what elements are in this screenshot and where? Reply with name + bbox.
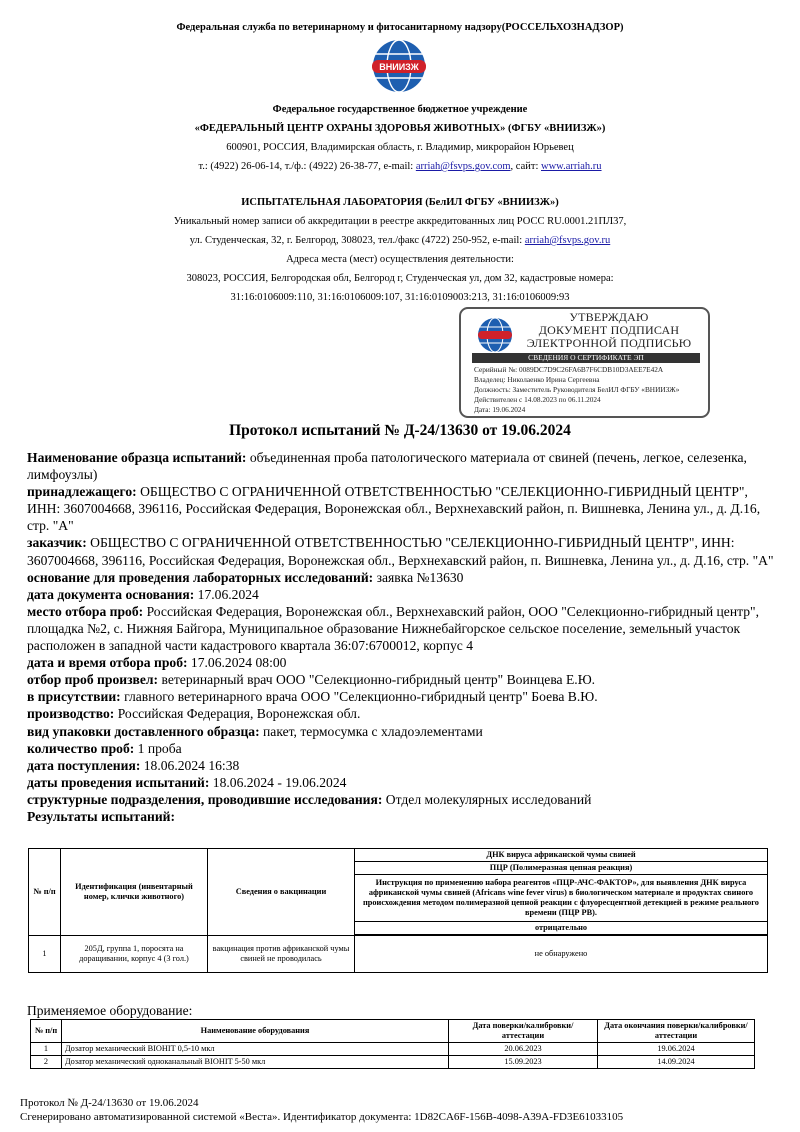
equip-no: 2 xyxy=(31,1056,62,1069)
org-block xyxy=(0,100,800,176)
field-label: в присутствии: xyxy=(27,689,121,705)
row-id: 205Д, группа 1, поросята на доращивании, корпус 4 (3 гол.) xyxy=(61,936,208,973)
field-label: Наименование образца испытаний: xyxy=(27,450,247,465)
equipment-label: Применяемое оборудование: xyxy=(27,1003,193,1018)
field-value: объединенная проба патологического материала от свиней (печень, легкое, селезенка, лимфоузлы) xyxy=(27,450,747,483)
stamp-title-line3: ЭЛЕКТРОННОЙ ПОДПИСЬЮ xyxy=(526,336,692,350)
method-cell: ПЦР (Полимеразная цепная реакция) xyxy=(355,862,768,875)
row-vacc: вакцинация против африканской чумы свиней не проводилась xyxy=(208,936,355,973)
field-results-heading xyxy=(27,808,775,825)
field-value: пакет, термосумка с хладоэлементами xyxy=(259,723,483,739)
field-received xyxy=(27,757,775,774)
field-value: 18.06.2024 - 19.06.2024 xyxy=(209,774,347,790)
field-label: Результаты испытаний: xyxy=(27,808,176,824)
logo-text: ВНИИЗЖ xyxy=(379,62,419,72)
field-value: 17.06.2024 08:00 xyxy=(187,655,287,671)
lab-places-line1: 308023, РОССИЯ, Белгородская обл, Белгород г, Студенческая ул, дом 32, кадастровые номера: xyxy=(186,273,614,284)
field-in-presence xyxy=(27,688,775,705)
stamp-valid: Действителен с 14.08.2023 по 06.11.2024 xyxy=(474,395,601,404)
field-label: производство: xyxy=(27,706,115,722)
field-test-dates xyxy=(27,774,775,791)
field-label: отбор проб произвел: xyxy=(27,672,159,688)
table-row xyxy=(29,936,768,973)
stamp-logo xyxy=(475,315,515,355)
col-no-header: № п/п xyxy=(29,849,61,936)
equip-col-name: Наименование оборудования xyxy=(62,1020,449,1043)
field-value: ОБЩЕСТВО С ОГРАНИЧЕННОЙ ОТВЕТСТВЕННОСТЬЮ "СЕЛЕКЦИОННО-ГИБРИДНЫЙ ЦЕНТР", ИНН: 3607004668, 396116, Российская Федерация, Воронежская обл., Верхнехавский район, п. Вишневка, Ленина ул., д. Д.16, стр. "А" xyxy=(27,535,774,568)
stamp-title xyxy=(511,311,707,350)
lab-name: ИСПЫТАТЕЛЬНАЯ ЛАБОРАТОРИЯ (БелИЛ ФГБУ «ВНИИЗЖ») xyxy=(241,197,559,208)
field-label: структурные подразделения, проводившие исследования: xyxy=(27,791,383,807)
org-address: 600901, РОССИЯ, Владимирская область, г. Владимир, микрорайон Юрьевец xyxy=(226,142,574,153)
field-label: количество проб: xyxy=(27,740,135,756)
field-value: 18.06.2024 16:38 xyxy=(140,757,240,773)
field-value: Российская Федерация, Воронежская обл. xyxy=(114,706,361,722)
footer-protocol: Протокол № Д-24/13630 от 19.06.2024 xyxy=(20,1097,199,1109)
protocol-title: Протокол испытаний № Д-24/13630 от 19.06.2024 xyxy=(229,422,571,439)
lab-address xyxy=(0,231,800,250)
equip-name: Дозатор механический BIOHIT 0,5-10 мкл xyxy=(62,1043,449,1056)
field-sampled-by xyxy=(27,671,775,688)
field-value: заявка №13630 xyxy=(373,569,464,585)
field-production xyxy=(27,705,775,722)
stamp-owner: Владелец: Николаенко Ирина Сергеевна xyxy=(474,375,600,384)
results-table xyxy=(28,848,768,973)
table-header-row xyxy=(29,849,768,862)
test-name-cell: ДНК вируса африканской чумы свиней xyxy=(355,849,768,862)
lab-block xyxy=(0,193,800,307)
row-no: 1 xyxy=(29,936,61,973)
field-label: заказчик: xyxy=(27,535,87,551)
protocol-fields xyxy=(27,449,775,825)
col-id-header: Идентификация (инвентарный номер, клички животного) xyxy=(61,849,208,936)
equip-col-no: № п/п xyxy=(31,1020,62,1043)
footer-generated: Сгенерировано автоматизированной системой «Веста». Идентификатор документа: 1D82CA6F-156B-4098-A39A-FD3E61033105 xyxy=(20,1111,624,1123)
instruction-cell: Инструкция по применению набора реагентов «ПЦР-АЧС-ФАКТОР», для выявления ДНК вируса африканской чумы свиней (Africans wine fever virus) в биологическом материале и продуктах свиного происхождения методом полимеразной цепной реакции с флуоресцентной детекцией в режиме реального времени (ПЦР РВ). xyxy=(355,875,768,922)
agency-title: Федеральная служба по ветеринарному и фитосанитарному надзору(РОССЕЛЬХОЗНАДЗОР) xyxy=(176,22,624,33)
stamp-position: Должность: Заместитель Руководителя БелИЛ ФГБУ «ВНИИЗЖ» xyxy=(474,385,680,394)
field-value: ветеринарный врач ООО "Селекционно-гибридный центр" Воинцева Е.Ю. xyxy=(158,672,596,688)
org-email-link[interactable]: arriah@fsvps.gov.com xyxy=(415,161,511,172)
field-owner xyxy=(27,483,775,534)
stamp-band: СВЕДЕНИЯ О СЕРТИФИКАТЕ ЭП xyxy=(472,353,700,363)
field-label: место отбора проб: xyxy=(27,603,144,619)
org-contacts xyxy=(0,157,800,176)
stamp-title-line2: ДОКУМЕНТ ПОДПИСАН xyxy=(538,323,680,337)
field-label: принадлежащего: xyxy=(27,484,137,500)
equip-col-date: Дата поверки/калибровки/аттестации xyxy=(449,1020,598,1043)
equip-date: 15.09.2023 xyxy=(449,1056,598,1069)
norm-cell: отрицательно xyxy=(355,922,768,935)
stamp-date: Дата: 19.06.2024 xyxy=(474,405,526,414)
field-label: даты проведения испытаний: xyxy=(27,774,210,790)
field-label: вид упаковки доставленного образца: xyxy=(27,723,260,739)
field-sampling-place xyxy=(27,603,775,654)
field-value: главного ветеринарного врача ООО "Селекционно-гибридный центр" Боева В.Ю. xyxy=(120,689,598,705)
org-name: «ФЕДЕРАЛЬНЫЙ ЦЕНТР ОХРАНЫ ЗДОРОВЬЯ ЖИВОТНЫХ» (ФГБУ «ВНИИЗЖ») xyxy=(194,123,606,134)
field-label: дата поступления: xyxy=(27,757,141,773)
field-value: Российская Федерация, Воронежская обл., Верхнехавский район, ООО "Селекционно-гибридный центр", площадка №2, с. Нижняя Байгора, Муниципальное образование Нижнебайгорское сельское поселение, земельный участок расположен в западной части кадастрового квартала 36:07:6700012, корпус 4 xyxy=(27,603,759,654)
equipment-table xyxy=(30,1019,755,1069)
field-value: Отдел молекулярных исследований xyxy=(382,791,592,807)
field-basis xyxy=(27,569,775,586)
row-result: не обнаружено xyxy=(355,936,768,973)
lab-places-line2: 31:16:0106009:110, 31:16:0106009:107, 31:16:0109003:213, 31:16:0106009:93 xyxy=(230,292,570,303)
table-row xyxy=(31,1056,755,1069)
lab-address-text: ул. Студенческая, 32, г. Белгород, 308023, тел./факс (4722) 250-952, e-mail: xyxy=(189,235,525,246)
equip-name: Дозатор механический одноканальный BIOHIT 5-50 мкл xyxy=(62,1056,449,1069)
equip-end: 19.06.2024 xyxy=(598,1043,755,1056)
equip-end: 14.09.2024 xyxy=(598,1056,755,1069)
field-customer xyxy=(27,534,775,568)
field-label: дата и время отбора проб: xyxy=(27,655,188,671)
lab-places-label: Адреса места (мест) осуществления деятельности: xyxy=(286,254,514,265)
field-packaging xyxy=(27,723,775,740)
table-row xyxy=(31,1043,755,1056)
field-value: 17.06.2024 xyxy=(194,586,259,602)
field-value: ОБЩЕСТВО С ОГРАНИЧЕННОЙ ОТВЕТСТВЕННОСТЬЮ "СЕЛЕКЦИОННО-ГИБРИДНЫЙ ЦЕНТР", ИНН: 3607004668, 396116, Российская Федерация, Воронежская обл., Верхнехавский район, п. Вишневка, Ленина ул., д. Д.16, стр. "А" xyxy=(27,484,761,534)
equip-no: 1 xyxy=(31,1043,62,1056)
field-sample-name xyxy=(27,449,775,483)
field-value: 1 проба xyxy=(134,740,182,756)
org-type: Федеральное государственное бюджетное учреждение xyxy=(272,104,528,115)
e-signature-stamp xyxy=(459,307,710,418)
field-label: дата документа основания: xyxy=(27,586,195,602)
field-basis-date xyxy=(27,586,775,603)
lab-accreditation: Уникальный номер записи об аккредитации в реестре аккредитованных лиц РОСС RU.0001.21ПЛ37, xyxy=(173,216,627,227)
stamp-details xyxy=(474,365,708,415)
org-site-link[interactable]: www.arriah.ru xyxy=(541,161,602,172)
org-contacts-text: т.: (4922) 26-06-14, т./ф.: (4922) 26-38-77, e-mail: xyxy=(198,161,416,172)
equip-date: 20.06.2023 xyxy=(449,1043,598,1056)
vniizh-logo xyxy=(366,38,432,98)
footer xyxy=(20,1096,623,1124)
stamp-serial: Серийный №: 0089DC7D9C26FA6B7F6CDB10D3AEE7E42A xyxy=(474,365,664,374)
field-sample-count xyxy=(27,740,775,757)
table-header-row xyxy=(31,1020,755,1043)
field-label: основание для проведения лабораторных исследований: xyxy=(27,569,374,585)
lab-email-link[interactable]: arriah@fsvps.gov.ru xyxy=(524,235,611,246)
equip-col-end: Дата окончания поверки/калибровки/аттестации xyxy=(598,1020,755,1043)
col-vacc-header: Сведения о вакцинации xyxy=(208,849,355,936)
field-departments xyxy=(27,791,775,808)
field-sampling-time xyxy=(27,654,775,671)
stamp-title-line1: УТВЕРЖДАЮ xyxy=(569,310,649,324)
org-site-text: , сайт: xyxy=(510,161,541,172)
